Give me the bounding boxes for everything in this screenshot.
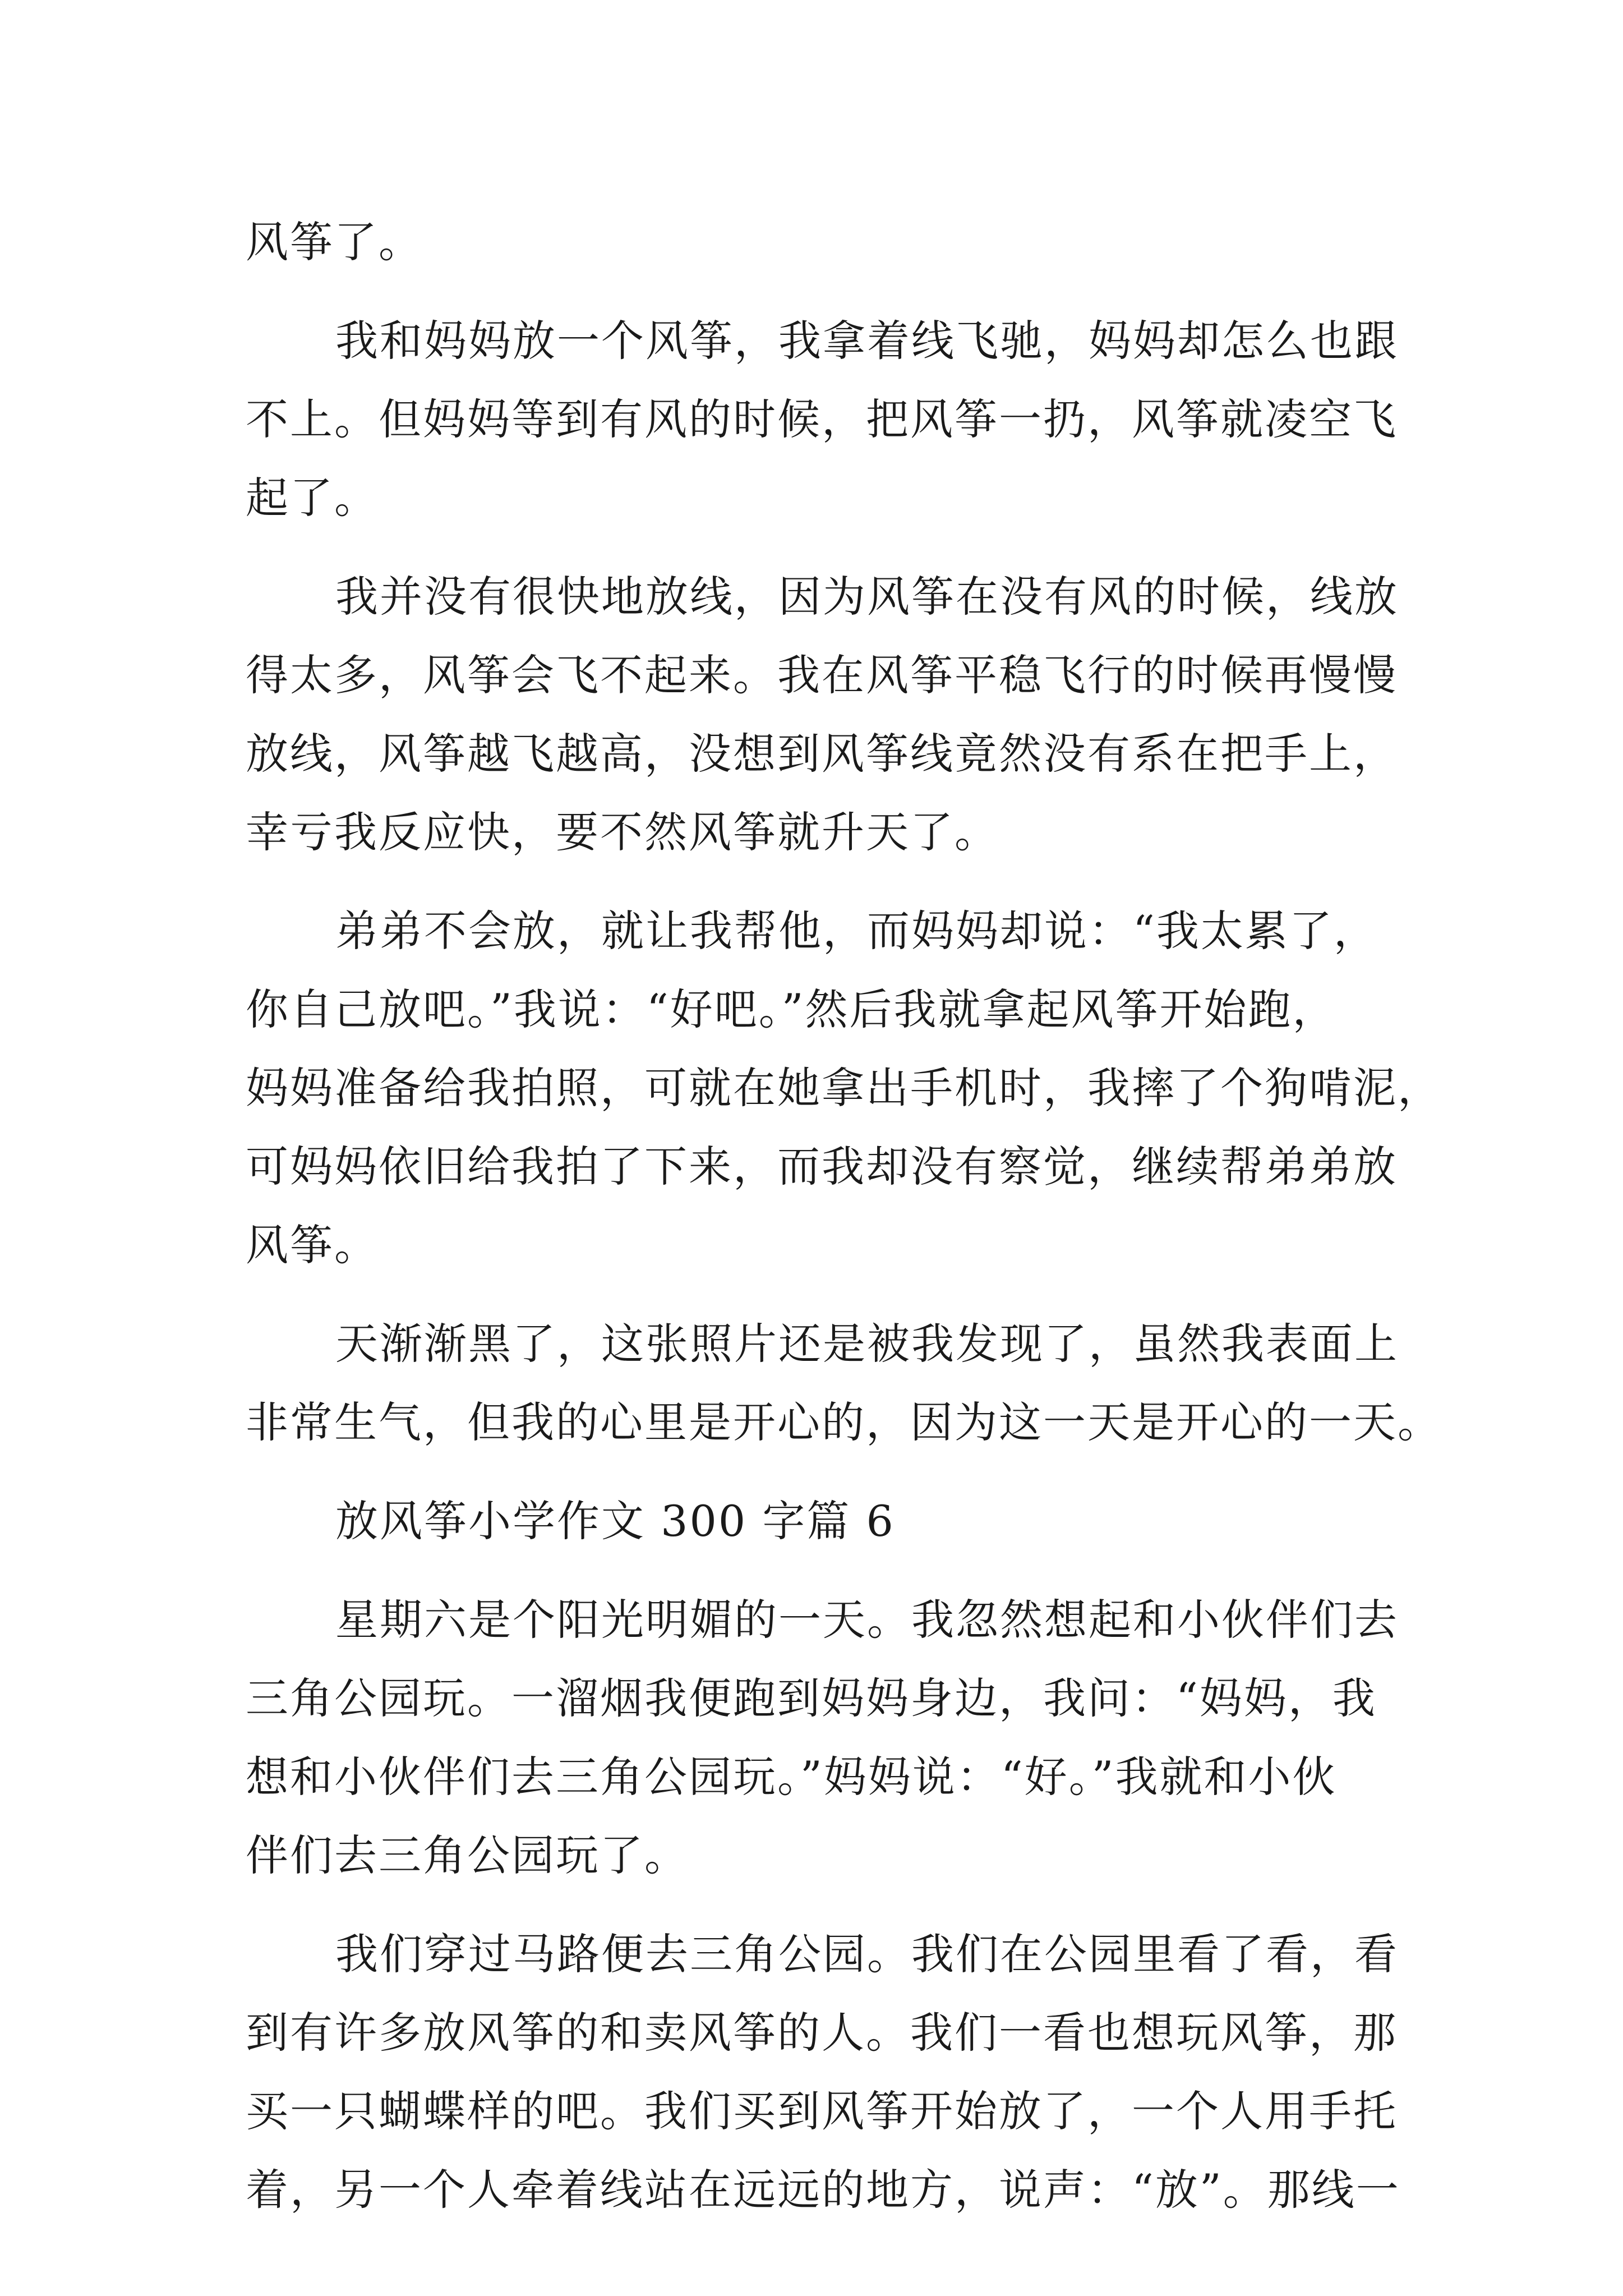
text-line: 着，另一个人牵着线站在远远的地方，说声：“放”。那线一 xyxy=(246,2165,1400,2215)
text-line: 我们穿过马路便去三角公园。我们在公园里看了看，看 xyxy=(335,1929,1399,1979)
text-line: 想和小伙伴们去三角公园玩。”妈妈说：“好。”我就和小伙 xyxy=(246,1752,1337,1802)
text-line: 风筝。 xyxy=(246,1220,379,1270)
paragraph-8 xyxy=(246,1915,1400,2229)
text-line: 你自己放吧。”我说：“好吧。”然后我就拿起风筝开始跑， xyxy=(246,984,1337,1034)
text-line: 风筝了。 xyxy=(246,217,423,267)
text-line: 弟弟不会放，就让我帮他，而妈妈却说：“我太累了， xyxy=(335,906,1378,956)
text-line: 我并没有很快地放线，因为风筝在没有风的时候，线放 xyxy=(335,572,1399,622)
text-line: 星期六是个阳光明媚的一天。我忽然想起和小伙伴们去 xyxy=(335,1595,1399,1645)
text-line: 买一只蝴蝶样的吧。我们买到风筝开始放了，一个人用手托 xyxy=(246,2086,1398,2136)
paragraph-4 xyxy=(246,892,1442,1285)
text-line: 可妈妈依旧给我拍了下来，而我却没有察觉，继续帮弟弟放 xyxy=(246,1142,1398,1191)
text-line: 妈妈准备给我拍照，可就在她拿出手机时，我摔了个狗啃泥， xyxy=(246,1063,1442,1113)
text-line: 幸亏我反应快，要不然风筝就升天了。 xyxy=(246,807,999,857)
paragraph-2 xyxy=(246,302,1399,537)
paragraph-1 xyxy=(246,203,1384,282)
text-line: 我和妈妈放一个风筝，我拿着线飞驰，妈妈却怎么也跟 xyxy=(335,316,1399,366)
document-body xyxy=(246,203,1442,2229)
paragraph-5 xyxy=(246,1305,1442,1462)
text-line: 放线，风筝越飞越高，没想到风筝线竟然没有系在把手上， xyxy=(246,729,1398,779)
paragraph-7 xyxy=(246,1581,1399,1895)
heading-line: 放风筝小学作文 300 字篇 6 xyxy=(335,1496,895,1546)
text-line: 伴们去三角公园玩了。 xyxy=(246,1830,689,1880)
text-line: 得太多，风筝会飞不起来。我在风筝平稳飞行的时候再慢慢 xyxy=(246,650,1398,700)
section-heading xyxy=(246,1482,1384,1561)
text-line: 不上。但妈妈等到有风的时候，把风筝一扔，风筝就凌空飞 xyxy=(246,394,1398,444)
text-line: 三角公园玩。一溜烟我便跑到妈妈身边，我问：“妈妈，我 xyxy=(246,1673,1377,1723)
text-line: 到有许多放风筝的和卖风筝的人。我们一看也想玩风筝，那 xyxy=(246,2008,1398,2058)
text-line: 天渐渐黑了，这张照片还是被我发现了，虽然我表面上 xyxy=(335,1319,1399,1369)
text-line: 起了。 xyxy=(246,473,379,523)
paragraph-3 xyxy=(246,558,1399,872)
text-line: 非常生气，但我的心里是开心的，因为这一天是开心的一天。 xyxy=(246,1397,1442,1447)
